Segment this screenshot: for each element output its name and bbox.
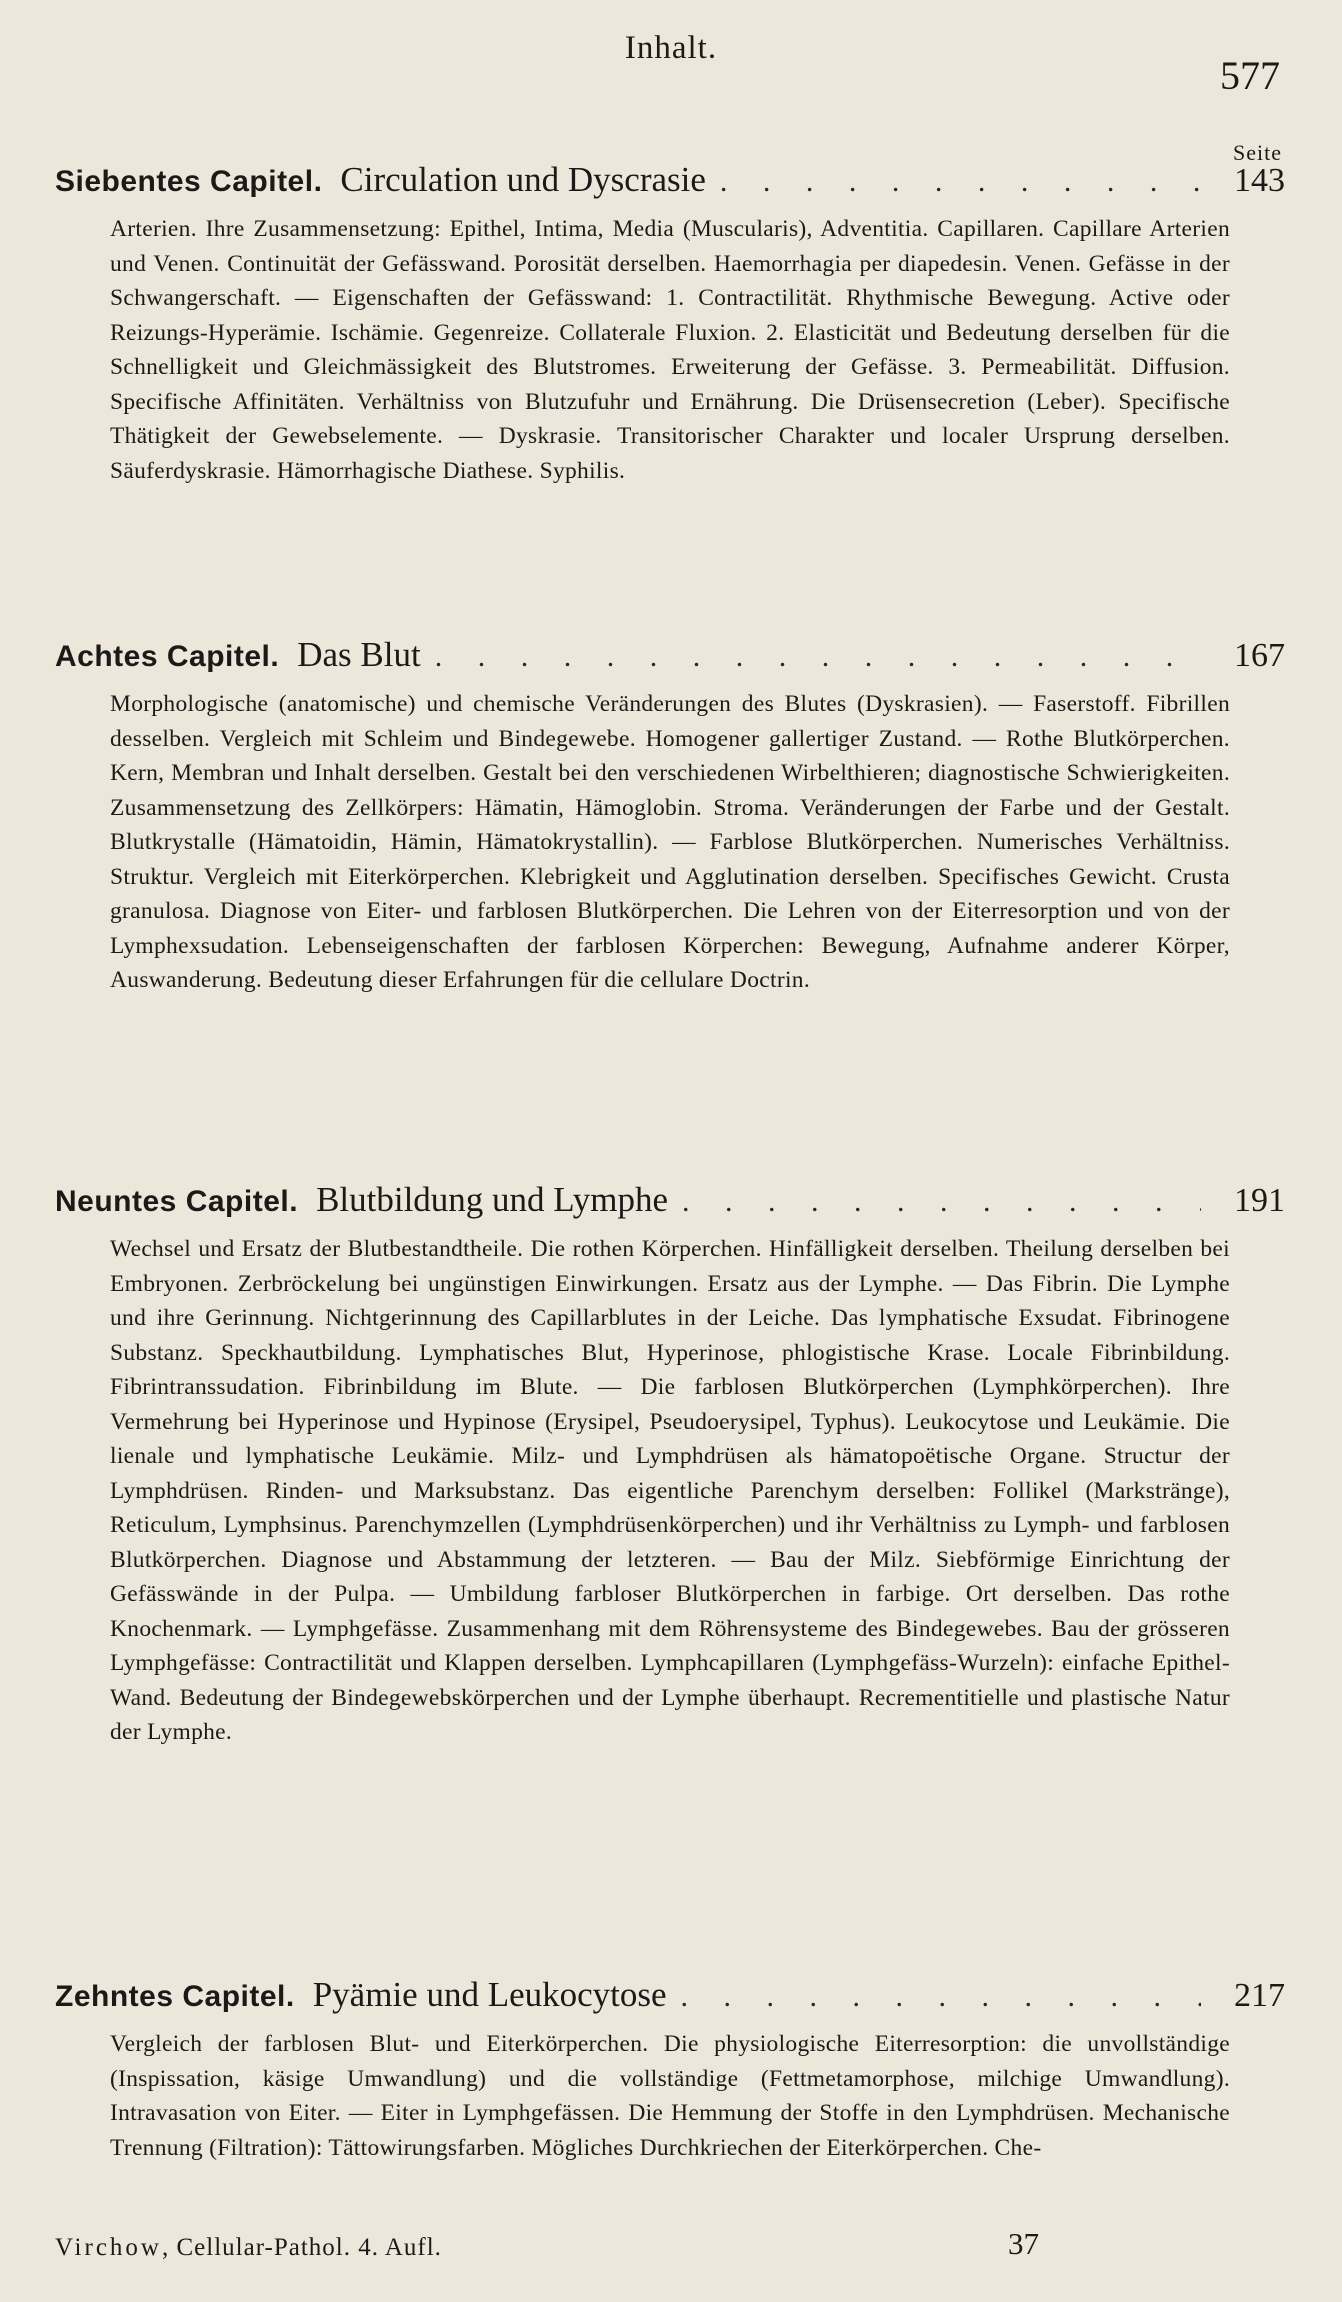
chapter-label: Achtes Capitel.	[55, 640, 280, 673]
seite-column-label: Seite	[1233, 140, 1282, 165]
chapter-8	[55, 635, 1285, 998]
chapter-heading	[55, 160, 1285, 200]
chapter-title: Pyämie und Leukocytose	[312, 1975, 667, 2014]
chapter-heading	[55, 1180, 1285, 1220]
chapter-title: Blutbildung und Lymphe	[316, 1180, 669, 1219]
chapter-9	[55, 1180, 1285, 1750]
chapter-label: Zehntes Capitel.	[55, 1980, 295, 2013]
page-number: 577	[1220, 53, 1280, 98]
chapter-summary: Arterien. Ihre Zusammensetzung: Epithel, Intima, Media (Muscularis), Adventitia. Capillaren. Capillare Arterien und Venen. Continuität der Gefässwand. Porosität derselben. Haemorrhagia per diapedesin. Venen. Gefässe in der Schwangerschaft. — Eigenschaften der Gefässwand: 1. Contractilität. Rhythmische Bewegung. Active oder Reizungs-Hyperämie. Ischämie. Gegenreize. Collaterale Fluxion. 2. Elasticität und Bedeutung derselben für die Schnelligkeit und Gleichmässigkeit des Blutstromes. Erweiterung der Gefässe. 3. Permeabilität. Diffusion. Specifische Affinitäten. Verhältniss von Blutzufuhr und Ernährung. Die Drüsensecretion (Leber). Specifische Thätigkeit der Gewebselemente. — Dyskrasie. Transitorischer Charakter und localer Ursprung derselben. Säuferdyskrasie. Hämorrhagische Diathese. Syphilis.	[110, 216, 1230, 484]
chapter-title: Circulation und Dyscrasie	[340, 160, 706, 199]
chapter-page-number: 143	[1234, 162, 1285, 199]
dot-leader	[435, 640, 1201, 674]
dot-leader	[682, 1185, 1201, 1219]
footer-author: Virchow	[55, 2234, 162, 2261]
chapter-page-number: 167	[1234, 637, 1285, 674]
chapter-summary: Wechsel und Ersatz der Blutbestandtheile. Die rothen Körperchen. Hinfälligkeit derselben. Theilung derselben bei Embryonen. Zerbröckelung bei ungünstigen Einwirkungen. Ersatz aus der Lymphe. — Das Fibrin. Die Lymphe und ihre Gerinnung. Nichtgerinnung des Capillarblutes in der Leiche. Das lymphatische Exsudat. Fibrinogene Substanz. Speckhautbildung. Lymphatisches Blut, Hyperinose, phlogistische Krase. Locale Fibrinbildung. Fibrintranssudation. Fibrinbildung im Blute. — Die farblosen Blutkörperchen (Lymphkörperchen). Ihre Vermehrung bei Hyperinose und Hypinose (Erysipel, Pseudoerysipel, Typhus). Leukocytose und Leukämie. Die lienale und lymphatische Leukämie. Milz- und Lymphdrüsen als hämatopoëtische Organe. Structur der Lymphdrüsen. Rinden- und Marksubstanz. Das eigentliche Parenchym derselben: Follikel (Markstränge), Reticulum, Lymphsinus. Parenchymzellen (Lymphdrüsenkörperchen) und ihr Verhältniss zu Lymph- und farblosen Blutkörperchen. Diagnose und Abstammung der letzteren. — Bau der Milz. Siebförmige Einrichtung der Gefässwände in der Pulpa. — Umbildung farbloser Blutkörperchen in farbige. Ort derselben. Das rothe Knochenmark. — Lymphgefässe. Zusammenhang mit dem Röhrensysteme des Bindegewebes. Bau der grösseren Lymphgefässe: Contractilität und Klappen derselben. Lymphcapillaren (Lymphgefäss-Wurzeln): einfache Epithel-Wand. Bedeutung der Bindegewebskörperchen und der Lymphe überhaupt. Recrementitielle und plastische Natur der Lymphe.	[110, 1236, 1230, 1745]
chapter-10	[55, 1975, 1285, 2165]
chapter-heading	[55, 1975, 1285, 2015]
signature-mark: 37	[1008, 2226, 1039, 2261]
dot-leader	[720, 165, 1201, 199]
chapter-7	[55, 160, 1285, 488]
chapter-page-number: 217	[1234, 1977, 1285, 2014]
dot-leader	[681, 1980, 1201, 2014]
chapter-page-number: 191	[1234, 1182, 1285, 1219]
chapter-label: Siebentes Capitel.	[55, 165, 323, 198]
chapter-title: Das Blut	[297, 635, 421, 674]
footer-work: Cellular-Pathol. 4. Aufl.	[176, 2234, 442, 2261]
chapter-summary: Morphologische (anatomische) und chemische Veränderungen des Blutes (Dyskrasien). — Faserstoff. Fibrillen desselben. Vergleich mit Schleim und Bindegewebe. Homogener gallertiger Zustand. — Rothe Blutkörperchen. Kern, Membran und Inhalt derselben. Gestalt bei den verschiedenen Wirbelthieren; diagnostische Schwierigkeiten. Zusammensetzung des Zellkörpers: Hämatin, Hämoglobin. Stroma. Veränderungen der Farbe und der Gestalt. Blutkrystalle (Hämatoidin, Hämin, Hämatokrystallin). — Farblose Blutkörperchen. Numerisches Verhältniss. Struktur. Vergleich mit Eiterkörperchen. Klebrigkeit und Agglutination derselben. Specifisches Gewicht. Crusta granulosa. Diagnose von Eiter- und farblosen Blutkörperchen. Die Lehren von der Eiterresorption und von der Lymphexsudation. Lebenseigenschaften der farblosen Körperchen: Bewegung, Aufnahme anderer Körper, Auswanderung. Bedeutung dieser Erfahrungen für die cellulare Doctrin.	[110, 691, 1230, 993]
running-head: Inhalt.	[624, 30, 718, 66]
chapter-heading	[55, 635, 1285, 675]
footer-imprint: Virchow, Cellular-Pathol. 4. Aufl.	[55, 2234, 442, 2261]
chapter-summary: Vergleich der farblosen Blut- und Eiterkörperchen. Die physiologische Eiterresorption: die unvollständige (Inspissation, käsige Umwandlung) und die vollständige (Fettmetamorphose, milchige Umwandlung). Intravasation von Eiter. — Eiter in Lymphgefässen. Die Hemmung der Stoffe in den Lymphdrüsen. Mechanische Trennung (Filtration): Tättowirungsfarben. Mögliches Durchkriechen der Eiterkörperchen. Che-	[110, 2031, 1230, 2161]
chapter-label: Neuntes Capitel.	[55, 1185, 299, 1218]
